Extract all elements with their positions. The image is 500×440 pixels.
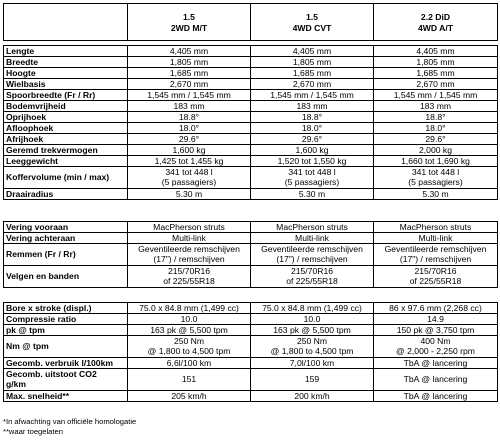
spec-label: Hoogte <box>4 68 128 79</box>
model-header-cell <box>374 4 498 41</box>
spec-label: Lengte <box>4 46 128 57</box>
spec-value: 400 Nm @ 2,000 - 2,250 rpm <box>374 336 498 358</box>
spec-value: 5.30 m <box>128 189 251 200</box>
spec-value: 29.6° <box>128 134 251 145</box>
spec-value: Multi-link <box>251 233 374 244</box>
spec-value: 1,520 tot 1,550 kg <box>251 156 374 167</box>
spec-value: 18.8° <box>374 112 498 123</box>
spec-value: Geventileerde remschijven (17") / remschijven <box>128 244 251 266</box>
spec-value: 2,670 mm <box>374 79 498 90</box>
spec-label: Afloophoek <box>4 123 128 134</box>
spec-value: 1,600 kg <box>128 145 251 156</box>
dimensions-row <box>4 57 498 68</box>
engine-row <box>4 314 498 325</box>
spec-value: 5.30 m <box>374 189 498 200</box>
spec-label: Bodemvrijheid <box>4 101 128 112</box>
dimensions-row <box>4 123 498 134</box>
spec-value: 151 <box>128 369 251 391</box>
spec-value: 2,000 kg <box>374 145 498 156</box>
spec-value: 215/70R16 of 225/55R18 <box>374 266 498 288</box>
spec-value: 1,685 mm <box>251 68 374 79</box>
dimensions-row <box>4 90 498 101</box>
spec-value: 4,405 mm <box>251 46 374 57</box>
spec-label: Vering vooraan <box>4 222 128 233</box>
spec-value: 5.30 m <box>251 189 374 200</box>
spec-label: Wielbasis <box>4 79 128 90</box>
spec-value: 75.0 x 84.8 mm (1,499 cc) <box>251 303 374 314</box>
header-blank-cell <box>4 4 128 41</box>
spec-label: Bore x stroke (displ.) <box>4 303 128 314</box>
spec-value: 1,600 kg <box>251 145 374 156</box>
spec-value: 250 Nm @ 1,800 to 4,500 tpm <box>128 336 251 358</box>
dimensions-row <box>4 156 498 167</box>
spec-value: 1,660 tot 1,690 kg <box>374 156 498 167</box>
spec-label: Breedte <box>4 57 128 68</box>
spec-value: 1,545 mm / 1,545 mm <box>128 90 251 101</box>
dimensions-row <box>4 79 498 90</box>
spec-value: 29.6° <box>374 134 498 145</box>
dimensions-row <box>4 189 498 200</box>
spec-label: pk @ tpm <box>4 325 128 336</box>
spec-value: 4,405 mm <box>374 46 498 57</box>
engine-row <box>4 358 498 369</box>
spec-value: 205 km/h <box>128 391 251 402</box>
model-variant: 4WD A/T <box>417 22 453 33</box>
spec-value: 1,805 mm <box>374 57 498 68</box>
spec-value: 1,805 mm <box>128 57 251 68</box>
spec-label: Nm @ tpm <box>4 336 128 358</box>
spec-label: Oprijhoek <box>4 112 128 123</box>
model-header-table <box>3 3 498 41</box>
model-header-row <box>4 4 498 41</box>
spec-value: 150 pk @ 3,750 tpm <box>374 325 498 336</box>
spec-label: Spoorbreedte (Fr / Rr) <box>4 90 128 101</box>
model-variant: 2WD M/T <box>170 22 208 33</box>
model-header-cell <box>251 4 374 41</box>
spec-value: 18.8° <box>251 112 374 123</box>
spec-label: Gecomb. verbruik l/100km <box>4 358 128 369</box>
spec-value: 6,6l/100 km <box>128 358 251 369</box>
engine-row <box>4 369 498 391</box>
engine-row <box>4 303 498 314</box>
spec-label: Velgen en banden <box>4 266 128 288</box>
spec-value: 10.0 <box>251 314 374 325</box>
spec-label: Leeggewicht <box>4 156 128 167</box>
spec-label: Geremd trekvermogen <box>4 145 128 156</box>
chassis-row <box>4 266 498 288</box>
spec-value: 183 mm <box>128 101 251 112</box>
spec-label: Koffervolume (min / max) <box>4 167 128 189</box>
spec-label: Afrijhoek <box>4 134 128 145</box>
spec-value: 341 tot 448 l (5 passagiers) <box>128 167 251 189</box>
chassis-row <box>4 233 498 244</box>
spec-value: MacPherson struts <box>128 222 251 233</box>
spec-value: 215/70R16 of 225/55R18 <box>251 266 374 288</box>
spec-value: 2,670 mm <box>251 79 374 90</box>
chassis-row <box>4 244 498 266</box>
spec-value: 18.8° <box>128 112 251 123</box>
model-variant: 4WD CVT <box>292 22 332 33</box>
engine-row <box>4 391 498 402</box>
spec-label: Gecomb. uitstoot CO2 g/km <box>4 369 128 391</box>
spec-value: 14.9 <box>374 314 498 325</box>
spec-value: Geventileerde remschijven (17") / remschijven <box>374 244 498 266</box>
dimensions-row <box>4 46 498 57</box>
spec-value: TbA @ lancering <box>374 391 498 402</box>
spec-label: Max. snelheid** <box>4 391 128 402</box>
spec-value: 2,670 mm <box>128 79 251 90</box>
dimensions-row <box>4 68 498 79</box>
spec-value: 18.0° <box>251 123 374 134</box>
dimensions-row <box>4 112 498 123</box>
dimensions-row <box>4 167 498 189</box>
spec-value: MacPherson struts <box>374 222 498 233</box>
spec-value: 4,405 mm <box>128 46 251 57</box>
spec-label: Remmen (Fr / Rr) <box>4 244 128 266</box>
spec-value: 18.0° <box>374 123 498 134</box>
spec-label: Draairadius <box>4 189 128 200</box>
dimensions-table <box>3 45 498 200</box>
spec-value: 1,685 mm <box>374 68 498 79</box>
model-engine: 1.5 <box>183 11 195 22</box>
spec-value: 1,425 tot 1,455 kg <box>128 156 251 167</box>
dimensions-row <box>4 134 498 145</box>
spec-value: 159 <box>251 369 374 391</box>
spec-value: Multi-link <box>374 233 498 244</box>
spec-value: MacPherson struts <box>251 222 374 233</box>
spec-value: 183 mm <box>251 101 374 112</box>
spec-value: 341 tot 448 l (5 passagiers) <box>374 167 498 189</box>
dimensions-row <box>4 145 498 156</box>
spec-value: 200 km/h <box>251 391 374 402</box>
spec-value: 1,545 mm / 1,545 mm <box>251 90 374 101</box>
spec-value: 18.0° <box>128 123 251 134</box>
chassis-table <box>3 221 498 288</box>
model-header-cell <box>128 4 251 41</box>
spec-value: 1,685 mm <box>128 68 251 79</box>
spec-label: Compressie ratio <box>4 314 128 325</box>
footnote-where-allowed: **waar toegelaten <box>3 427 63 436</box>
spec-value: 215/70R16 of 225/55R18 <box>128 266 251 288</box>
model-engine: 1.5 <box>306 11 318 22</box>
spec-value: 163 pk @ 5,500 tpm <box>251 325 374 336</box>
spec-value: 341 tot 448 l (5 passagiers) <box>251 167 374 189</box>
spec-value: Geventileerde remschijven (17") / remschijven <box>251 244 374 266</box>
spec-value: 86 x 97.6 mm (2,268 cc) <box>374 303 498 314</box>
engine-row <box>4 325 498 336</box>
spec-value: 1,805 mm <box>251 57 374 68</box>
spec-value: TbA @ lancering <box>374 358 498 369</box>
spec-value: 75.0 x 84.8 mm (1,499 cc) <box>128 303 251 314</box>
spec-value: 29.6° <box>251 134 374 145</box>
model-engine: 2.2 DiD <box>420 11 451 22</box>
spec-value: 163 pk @ 5,500 tpm <box>128 325 251 336</box>
engine-row <box>4 336 498 358</box>
dimensions-row <box>4 101 498 112</box>
spec-value: 1,545 mm / 1,545 mm <box>374 90 498 101</box>
spec-value: TbA @ lancering <box>374 369 498 391</box>
chassis-row <box>4 222 498 233</box>
spec-value: 250 Nm @ 1,800 to 4,500 tpm <box>251 336 374 358</box>
engine-table <box>3 302 498 402</box>
spec-value: 10.0 <box>128 314 251 325</box>
spec-value: 7,0l/100 km <box>251 358 374 369</box>
spec-value: Multi-link <box>128 233 251 244</box>
spec-value: 183 mm <box>374 101 498 112</box>
footnote-homologation: *In afwachting van officiële homologatie <box>3 417 137 426</box>
spec-label: Vering achteraan <box>4 233 128 244</box>
